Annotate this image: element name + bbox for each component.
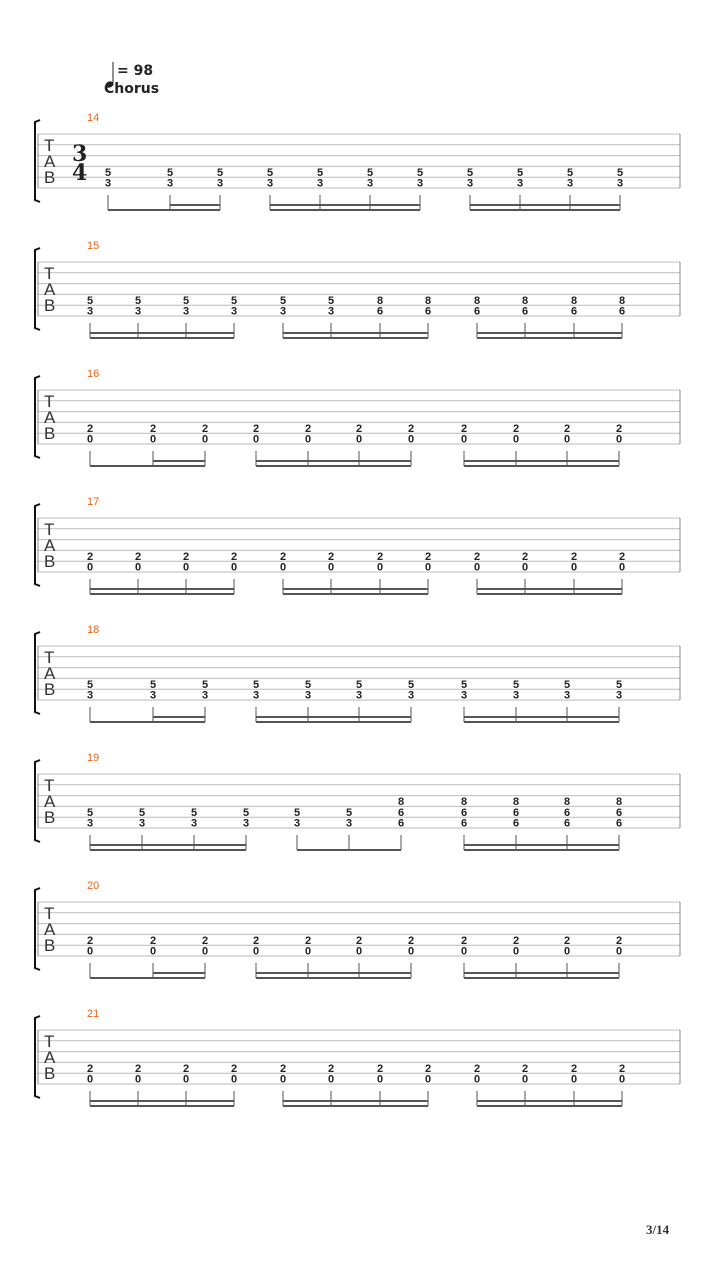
fret-number: 2 [512, 422, 520, 435]
fret-number: 5 [279, 294, 287, 307]
fret-number: 0 [355, 433, 363, 446]
fret-number: 2 [618, 1062, 626, 1075]
fret-number: 0 [512, 945, 520, 958]
fret-number: 2 [134, 1062, 142, 1075]
tab-letter: B [44, 680, 56, 699]
fret-number: 2 [512, 934, 520, 947]
fret-number: 2 [230, 550, 238, 563]
fret-number: 5 [466, 166, 474, 179]
fret-number: 0 [563, 433, 571, 446]
tab-system [35, 368, 680, 466]
fret-number: 6 [615, 806, 623, 819]
fret-number: 2 [230, 1062, 238, 1075]
systems-container [35, 112, 680, 1106]
fret-number: 5 [242, 806, 250, 819]
fret-number: 6 [618, 305, 626, 318]
fret-number: 0 [407, 945, 415, 958]
fret-number: 0 [521, 561, 529, 574]
fret-number: 2 [86, 422, 94, 435]
fret-number: 5 [416, 166, 424, 179]
fret-number: 0 [279, 1073, 287, 1086]
fret-number: 3 [293, 817, 301, 830]
fret-number: 0 [252, 945, 260, 958]
fret-number: 5 [182, 294, 190, 307]
fret-number: 0 [86, 945, 94, 958]
fret-number: 0 [407, 433, 415, 446]
fret-number: 6 [563, 806, 571, 819]
fret-number: 3 [230, 305, 238, 318]
fret-number: 2 [327, 550, 335, 563]
fret-number: 3 [279, 305, 287, 318]
fret-number: 3 [616, 177, 624, 190]
fret-number: 2 [521, 550, 529, 563]
fret-number: 0 [230, 561, 238, 574]
fret-number: 6 [512, 806, 520, 819]
fret-number: 5 [366, 166, 374, 179]
fret-number: 5 [293, 806, 301, 819]
fret-number: 0 [86, 1073, 94, 1086]
measure-number: 17 [87, 496, 100, 508]
fret-number: 5 [201, 678, 209, 691]
fret-number: 2 [134, 550, 142, 563]
fret-number: 3 [366, 177, 374, 190]
fret-number: 8 [521, 294, 529, 307]
fret-number: 3 [516, 177, 524, 190]
fret-number: 5 [86, 806, 94, 819]
fret-number: 5 [327, 294, 335, 307]
tab-letter: B [44, 168, 56, 187]
fret-number: 3 [138, 817, 146, 830]
fret-number: 0 [252, 433, 260, 446]
fret-number: 3 [304, 689, 312, 702]
fret-number: 2 [252, 934, 260, 947]
fret-number: 2 [473, 550, 481, 563]
fret-number: 0 [355, 945, 363, 958]
fret-number: 5 [345, 806, 353, 819]
fret-number: 2 [460, 934, 468, 947]
fret-number: 3 [201, 689, 209, 702]
tab-letter: A [44, 1048, 56, 1067]
fret-number: 5 [86, 294, 94, 307]
fret-number: 3 [407, 689, 415, 702]
fret-number: 0 [86, 433, 94, 446]
section-label: Chorus [104, 81, 160, 97]
fret-number: 0 [376, 561, 384, 574]
fret-number: 2 [376, 1062, 384, 1075]
fret-number: 3 [86, 689, 94, 702]
fret-number: 0 [521, 1073, 529, 1086]
tab-system [35, 1008, 680, 1106]
fret-number: 6 [563, 817, 571, 830]
fret-number: 3 [566, 177, 574, 190]
fret-number: 5 [516, 166, 524, 179]
measure-number: 18 [87, 624, 100, 636]
fret-number: 2 [355, 934, 363, 947]
fret-number: 8 [424, 294, 432, 307]
tab-letter: T [44, 264, 55, 283]
fret-number: 3 [327, 305, 335, 318]
fret-number: 2 [149, 422, 157, 435]
fret-number: 0 [473, 561, 481, 574]
fret-number: 5 [512, 678, 520, 691]
fret-number: 2 [407, 934, 415, 947]
fret-number: 5 [616, 166, 624, 179]
fret-number: 5 [316, 166, 324, 179]
fret-number: 2 [570, 1062, 578, 1075]
tab-letter: B [44, 808, 56, 827]
tab-letter: B [44, 296, 56, 315]
fret-number: 0 [201, 945, 209, 958]
fret-number: 2 [201, 934, 209, 947]
fret-number: 0 [182, 561, 190, 574]
fret-number: 0 [134, 1073, 142, 1086]
fret-number: 5 [134, 294, 142, 307]
fret-number: 0 [149, 945, 157, 958]
fret-number: 0 [327, 561, 335, 574]
fret-number: 0 [182, 1073, 190, 1086]
fret-number: 2 [460, 422, 468, 435]
fret-number: 2 [304, 422, 312, 435]
fret-number: 8 [473, 294, 481, 307]
fret-number: 2 [279, 550, 287, 563]
tab-letter: B [44, 936, 56, 955]
tab-letter: T [44, 776, 55, 795]
fret-number: 0 [570, 1073, 578, 1086]
fret-number: 0 [376, 1073, 384, 1086]
fret-number: 0 [460, 945, 468, 958]
fret-number: 3 [149, 689, 157, 702]
measure-number: 19 [87, 752, 100, 764]
fret-number: 8 [615, 796, 623, 808]
fret-number: 5 [166, 166, 174, 179]
fret-number: 2 [86, 550, 94, 563]
fret-number: 5 [563, 678, 571, 691]
tab-letter: A [44, 408, 56, 427]
tab-letter: T [44, 904, 55, 923]
fret-number: 0 [304, 945, 312, 958]
fret-number: 8 [563, 796, 571, 808]
fret-number: 5 [230, 294, 238, 307]
measure-number: 20 [87, 880, 100, 892]
fret-number: 2 [563, 422, 571, 435]
fret-number: 2 [407, 422, 415, 435]
fret-number: 8 [512, 796, 520, 808]
tab-system [35, 880, 680, 978]
fret-number: 2 [570, 550, 578, 563]
fret-number: 5 [190, 806, 198, 819]
fret-number: 2 [86, 1062, 94, 1075]
fret-number: 5 [266, 166, 274, 179]
fret-number: 0 [86, 561, 94, 574]
fret-number: 2 [521, 1062, 529, 1075]
fret-number: 6 [615, 817, 623, 830]
fret-number: 3 [182, 305, 190, 318]
fret-number: 6 [397, 806, 405, 819]
fret-number: 5 [615, 678, 623, 691]
page-number: 3/14 [646, 1222, 670, 1237]
fret-number: 3 [460, 689, 468, 702]
tab-letter: T [44, 392, 55, 411]
fret-number: 2 [615, 934, 623, 947]
fret-number: 8 [460, 796, 468, 808]
fret-number: 3 [166, 177, 174, 190]
fret-number: 3 [242, 817, 250, 830]
fret-number: 6 [460, 806, 468, 819]
fret-number: 2 [424, 550, 432, 563]
fret-number: 3 [86, 817, 94, 830]
fret-number: 6 [570, 305, 578, 318]
fret-number: 5 [407, 678, 415, 691]
fret-number: 0 [512, 433, 520, 446]
fret-number: 2 [355, 422, 363, 435]
time-signature-top: 3 [72, 141, 88, 167]
fret-number: 0 [304, 433, 312, 446]
fret-number: 2 [149, 934, 157, 947]
tab-letter: B [44, 552, 56, 571]
fret-number: 5 [104, 166, 112, 179]
fret-number: 3 [563, 689, 571, 702]
fret-number: 3 [104, 177, 112, 190]
fret-number: 2 [376, 550, 384, 563]
fret-number: 5 [355, 678, 363, 691]
fret-number: 5 [252, 678, 260, 691]
fret-number: 0 [618, 1073, 626, 1086]
fret-number: 0 [424, 561, 432, 574]
fret-number: 2 [473, 1062, 481, 1075]
fret-number: 0 [460, 433, 468, 446]
fret-number: 2 [615, 422, 623, 435]
tab-letter: B [44, 424, 56, 443]
tab-system [35, 624, 680, 722]
fret-number: 6 [397, 817, 405, 830]
fret-number: 2 [327, 1062, 335, 1075]
tab-system [35, 752, 680, 850]
tab-letter: T [44, 136, 55, 155]
tab-letter: A [44, 664, 56, 683]
fret-number: 2 [618, 550, 626, 563]
measure-number: 14 [87, 112, 100, 124]
fret-number: 6 [376, 305, 384, 318]
tab-system [35, 496, 680, 594]
fret-number: 3 [416, 177, 424, 190]
fret-number: 6 [512, 817, 520, 830]
fret-number: 3 [345, 817, 353, 830]
tab-system [35, 112, 680, 210]
fret-number: 0 [473, 1073, 481, 1086]
fret-number: 0 [149, 433, 157, 446]
fret-number: 0 [201, 433, 209, 446]
fret-number: 0 [615, 945, 623, 958]
fret-number: 0 [615, 433, 623, 446]
tab-letter: A [44, 152, 56, 171]
tab-letter: A [44, 792, 56, 811]
tab-letter: B [44, 1064, 56, 1083]
fret-number: 5 [566, 166, 574, 179]
fret-number: 3 [266, 177, 274, 190]
fret-number: 3 [190, 817, 198, 830]
fret-number: 8 [618, 294, 626, 307]
fret-number: 5 [149, 678, 157, 691]
tab-letter: A [44, 280, 56, 299]
measure-number: 15 [87, 240, 100, 252]
fret-number: 2 [182, 1062, 190, 1075]
fret-number: 3 [355, 689, 363, 702]
tab-letter: A [44, 536, 56, 555]
fret-number: 0 [327, 1073, 335, 1086]
tab-letter: T [44, 648, 55, 667]
fret-number: 8 [570, 294, 578, 307]
fret-number: 2 [563, 934, 571, 947]
fret-number: 0 [134, 561, 142, 574]
fret-number: 5 [216, 166, 224, 179]
fret-number: 0 [279, 561, 287, 574]
fret-number: 0 [230, 1073, 238, 1086]
fret-number: 2 [304, 934, 312, 947]
fret-number: 3 [216, 177, 224, 190]
tab-system [35, 240, 680, 338]
fret-number: 2 [424, 1062, 432, 1075]
fret-number: 5 [86, 678, 94, 691]
fret-number: 2 [86, 934, 94, 947]
fret-number: 3 [512, 689, 520, 702]
fret-number: 6 [473, 305, 481, 318]
fret-number: 2 [201, 422, 209, 435]
fret-number: 8 [397, 796, 405, 808]
fret-number: 5 [304, 678, 312, 691]
fret-number: 3 [316, 177, 324, 190]
fret-number: 0 [424, 1073, 432, 1086]
fret-number: 0 [618, 561, 626, 574]
fret-number: 5 [138, 806, 146, 819]
time-signature-bottom: 4 [72, 160, 88, 186]
fret-number: 3 [615, 689, 623, 702]
fret-number: 6 [424, 305, 432, 318]
tab-letter: T [44, 1032, 55, 1051]
fret-number: 3 [252, 689, 260, 702]
fret-number: 0 [563, 945, 571, 958]
fret-number: 3 [86, 305, 94, 318]
fret-number: 6 [460, 817, 468, 830]
tab-letter: A [44, 920, 56, 939]
fret-number: 0 [570, 561, 578, 574]
fret-number: 6 [521, 305, 529, 318]
fret-number: 3 [466, 177, 474, 190]
fret-number: 2 [252, 422, 260, 435]
measure-number: 16 [87, 368, 100, 380]
fret-number: 3 [134, 305, 142, 318]
tempo-value: = 98 [117, 63, 154, 79]
tab-letter: T [44, 520, 55, 539]
fret-number: 2 [182, 550, 190, 563]
fret-number: 5 [460, 678, 468, 691]
fret-number: 8 [376, 294, 384, 307]
fret-number: 2 [279, 1062, 287, 1075]
measure-number: 21 [87, 1008, 100, 1020]
